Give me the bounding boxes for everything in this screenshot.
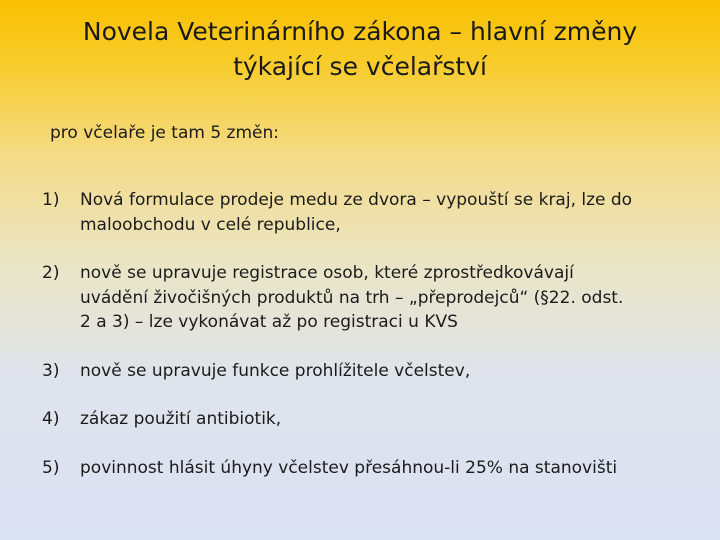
list-item-line: uvádění živočišných produktů na trh – „přeprodejců“ (§22. odst. xyxy=(80,287,624,308)
list-item-line: 2 a 3) – lze vykonávat až po registraci u KVS xyxy=(80,312,458,332)
list-item-line: nově se upravuje funkce prohlížitele včelstev, xyxy=(80,360,471,381)
list-item-number: 5) xyxy=(42,457,60,478)
list-item xyxy=(42,359,714,384)
list-item xyxy=(42,188,714,237)
intro-text: pro včelaře je tam 5 změn: xyxy=(50,123,279,143)
list-item-number: 4) xyxy=(42,409,60,429)
list-item-line: Nová formulace prodeje medu ze dvora – vypouští se kraj, lze do xyxy=(80,190,633,210)
list-item-line: nově se upravuje registrace osob, které zprostředkovávají xyxy=(80,263,574,283)
list-item xyxy=(42,456,714,481)
slide-title-line-2: týkající se včelařství xyxy=(233,52,487,81)
list-item-line: maloobchodu v celé republice, xyxy=(80,214,341,235)
list-item-number: 2) xyxy=(42,263,60,283)
changes-list xyxy=(42,188,714,504)
slide-title-line-1: Novela Veterinárního zákona – hlavní změny xyxy=(82,17,638,46)
list-item-line: povinnost hlásit úhyny včelstev přesáhnou-li 25% na stanovišti xyxy=(80,457,618,478)
list-item xyxy=(42,261,714,335)
list-item-number: 1) xyxy=(42,190,60,210)
list-item-number: 3) xyxy=(42,360,60,381)
list-item xyxy=(42,407,714,432)
slide-title xyxy=(30,14,690,84)
list-item-line: zákaz použití antibiotik, xyxy=(80,409,282,429)
